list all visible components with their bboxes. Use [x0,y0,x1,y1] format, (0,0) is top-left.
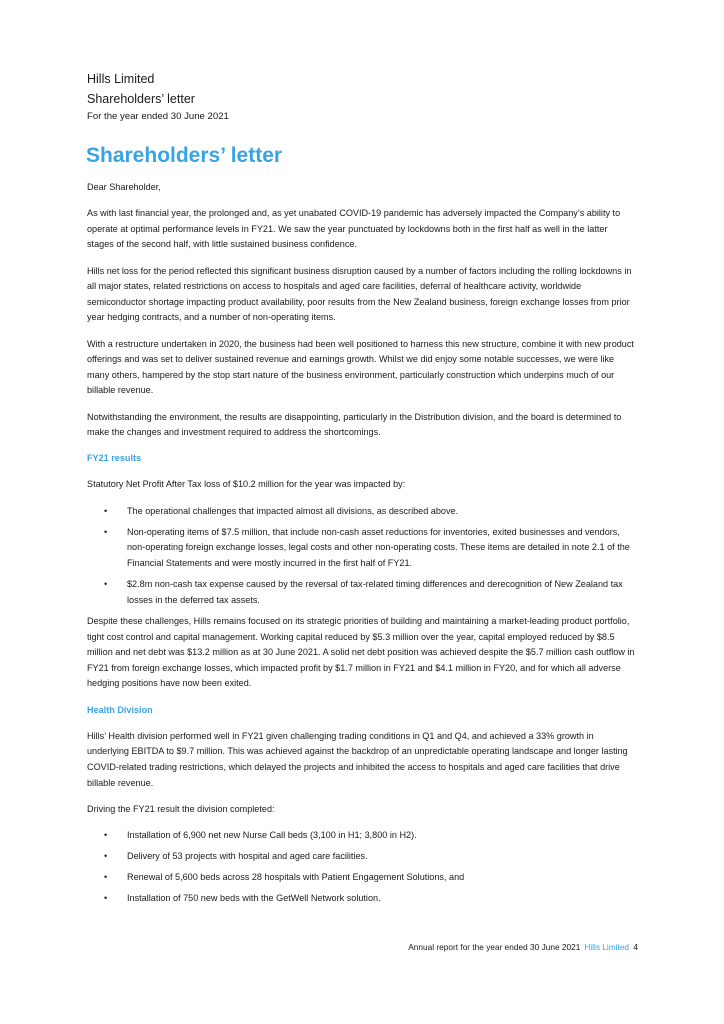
list-item-text: The operational challenges that impacted almost all divisions, as described above. [127,505,459,516]
health-lead: Driving the FY21 result the division completed: [87,803,275,814]
intro-paragraph-2: Hills net loss for the period reflected this significant business disruption caused by a number of factors including the rolling lockdowns in all major states, related restrictions on access to hospitals and aged care facilities, deferral of healthcare activity, worldwide semiconductor shortage impacting product availability, poor results from the New Zealand business, foreign exchange losses from prior year hedging contracts, and a number of non-operating items. [87,265,632,323]
bullet-icon: • [104,579,108,590]
fy21-results-heading: FY21 results [87,453,142,464]
header-company: Hills Limited [87,72,155,86]
salutation: Dear Shareholder, [87,182,161,192]
list-item-text: Installation of 750 new beds with the GetWell Network solution. [127,893,381,904]
list-item [87,828,635,844]
list-item [87,504,635,520]
bullet-icon: • [104,893,108,904]
list-item-text: Renewal of 5,600 beds across 28 hospitals with Patient Engagement Solutions, and [127,872,465,883]
list-item [87,525,635,572]
health-division-heading: Health Division [87,704,153,715]
list-item [87,849,635,865]
letter-body [87,180,635,913]
intro-paragraph-4: Notwithstanding the environment, the results are disappointing, particularly in the Distribution division, and the board is determined to make the changes and investment required to address the shortcomings. [87,411,622,438]
list-item [87,577,635,608]
fy21-lead: Statutory Net Profit After Tax loss of $10.2 million for the year was impacted by: [87,479,406,490]
intro-paragraph-1: As with last financial year, the prolonged and, as yet unabated COVID-19 pandemic has adversely impacted the Company’s ability to operate at optimal performance levels in FY21. We saw the year punctuated by lockdowns both in the first half as well in the latter stages of the second half, with little sustained business confidence. [87,208,621,250]
list-item-text: Non-operating items of $7.5 million, that include non-cash asset reductions for inventories, exited businesses and vendors, non-operating foreign exchange losses, legal costs and other non-operating costs. These items are detailed in note 2.1 of the Financial Statements and were mostly incurred in the first half of FY21. [127,526,630,569]
fy21-closing: Despite these challenges, Hills remains focused on its strategic priorities of building and maintaining a market-leading product portfolio, tight cost control and capital management. Working capital reduced by $5.3 million over the year, capital employed reduced by $8.5 million and net debt was $13.2 million as at 30 June 2021. A solid net debt position was achieved despite the $5.7 million cash outflow in FY21 from foreign exchange losses, which impacted profit by $1.7 million in FY21 and $4.1 million in FY20, and for which all adverse hedging positions have now been exited. [87,616,635,689]
bullet-icon: • [104,851,108,862]
list-item-text: Installation of 6,900 net new Nurse Call beds (3,100 in H1; 3,800 in H2). [127,829,417,840]
footer-brand: Hills Limited [584,942,630,952]
list-item-text: Delivery of 53 projects with hospital and aged care facilities. [127,851,368,862]
fy21-bullet-list [87,504,635,609]
health-bullet-list [87,828,635,907]
bullet-icon: • [104,872,108,883]
intro-paragraph-3: With a restructure undertaken in 2020, the business had been well positioned to harness this new structure, combine it with new product offerings and was set to deliver sustained revenue and earnings growth. Whilst we did enjoy some notable successes, we were like many others, hampered by the stop start nature of the business environment, particularly construction which underpins much of our billable revenue. [87,338,634,396]
page-number: 4 [633,942,638,952]
footer-report-text: Annual report for the year ended 30 June 2021 [408,942,581,952]
list-item [87,870,635,886]
page-footer [408,942,638,953]
bullet-icon: • [104,829,108,840]
bullet-icon: • [104,526,108,537]
header-title: Shareholders’ letter [87,92,195,106]
bullet-icon: • [104,505,108,516]
list-item [87,891,635,907]
page-title: Shareholders’ letter [86,144,283,167]
header-period: For the year ended 30 June 2021 [87,111,229,122]
health-summary: Hills’ Health division performed well in FY21 given challenging trading conditions in Q1 and Q4, and achieved a 33% growth in underlying EBITDA to $9.7 million. This was achieved against the backdrop of an unpredictable operating landscape and longer lasting COVID-related trading restrictions, which delayed the projects and inhibited the access to hospitals and aged care facilities that drive billable revenue. [87,730,628,788]
list-item-text: $2.8m non-cash tax expense caused by the reversal of tax-related timing differences and derecognition of New Zealand tax losses in the deferred tax assets. [127,579,623,605]
